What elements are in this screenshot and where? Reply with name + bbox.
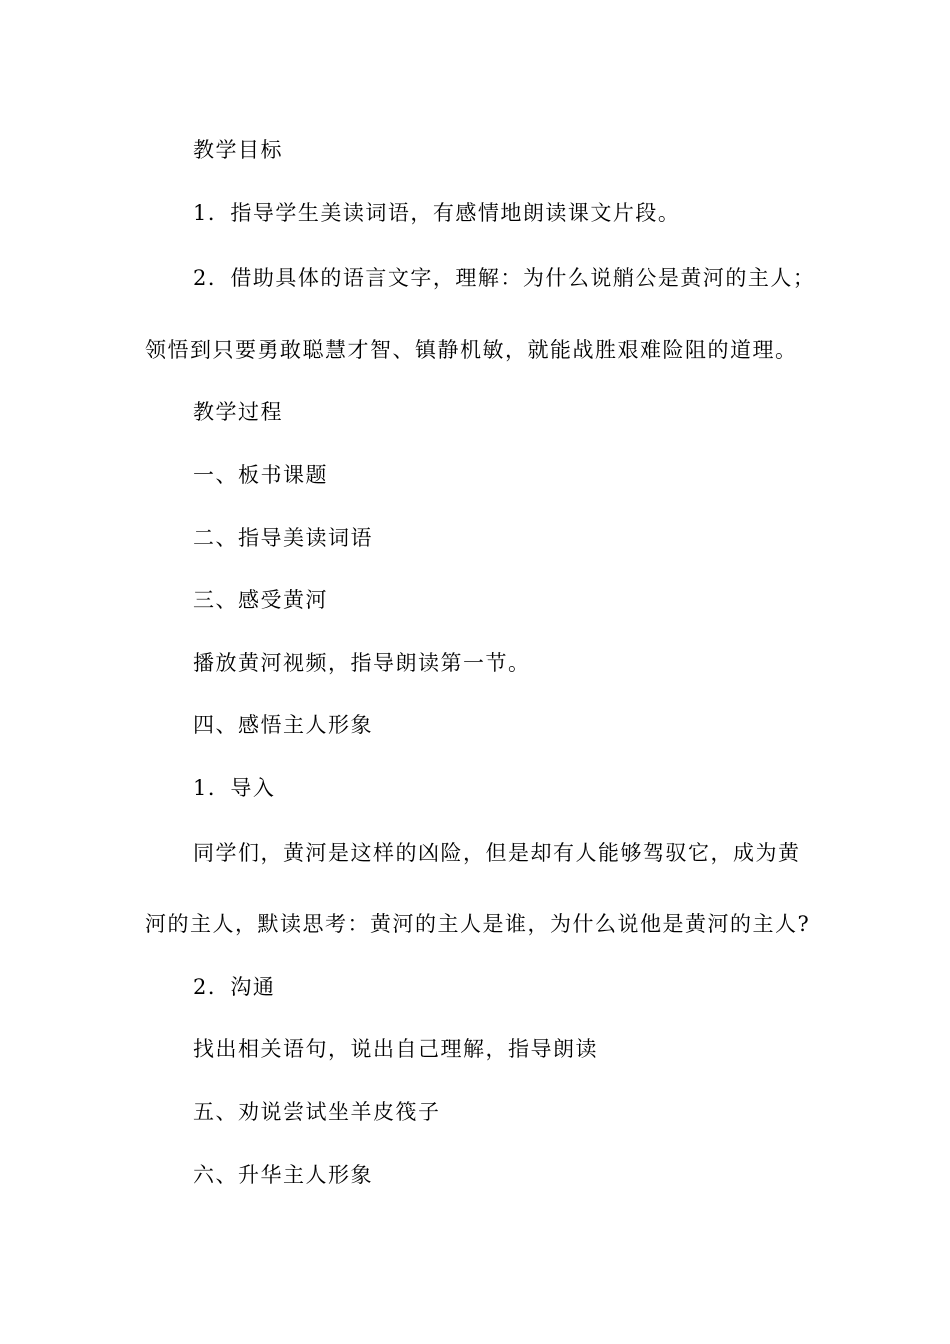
process-subitem-2: 2．沟通	[193, 975, 276, 999]
paragraph-intro: 同学们，黄河是这样的凶险，但是却有人能够驾驭它，成为黄	[193, 841, 801, 865]
heading-teaching-goals: 教学目标	[193, 138, 283, 162]
goal-item-2: 2．借助具体的语言文字，理解：为什么说艄公是黄河的主人；	[193, 266, 816, 290]
goal-item-1: 1．指导学生美读词语，有感情地朗读课文片段。	[193, 201, 681, 225]
process-section-5: 五、劝说尝试坐羊皮筏子	[193, 1100, 441, 1124]
process-section-3: 三、感受黄河	[193, 588, 328, 612]
process-subitem-1: 1．导入	[193, 776, 276, 800]
process-section-1: 一、板书课题	[193, 463, 328, 487]
process-section-6: 六、升华主人形象	[193, 1163, 373, 1187]
heading-teaching-process: 教学过程	[193, 400, 283, 424]
process-section-2: 二、指导美读词语	[193, 526, 373, 550]
process-section-4: 四、感悟主人形象	[193, 713, 373, 737]
goal-item-2-continued: 领悟到只要勇敢聪慧才智、镇静机敏，就能战胜艰难险阻的道理。	[145, 338, 798, 362]
paragraph-intro-continued: 河的主人，默读思考：黄河的主人是谁，为什么说他是黄河的主人?	[145, 912, 811, 936]
process-section-3-detail: 播放黄河视频，指导朗读第一节。	[193, 651, 531, 675]
process-subitem-2-detail: 找出相关语句，说出自己理解，指导朗读	[193, 1037, 598, 1061]
